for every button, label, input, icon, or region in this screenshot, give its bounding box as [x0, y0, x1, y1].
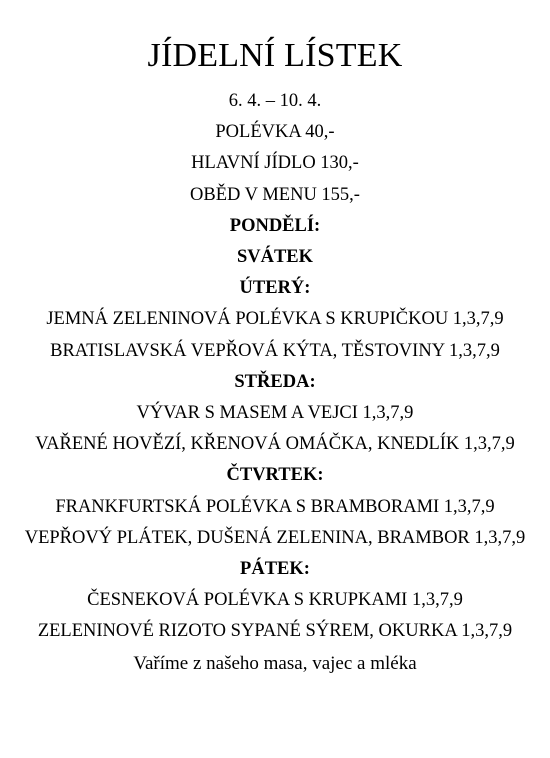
friday-main: ZELENINOVÉ RIZOTO SYPANÉ SÝREM, OKURKA 1,3,7,9: [37, 621, 513, 642]
thursday-main: VEPŘOVÝ PLÁTEK, DUŠENÁ ZELENINA, BRAMBOR 1,3,7,9: [24, 527, 526, 548]
tuesday-soup: JEMNÁ ZELENINOVÁ POLÉVKA S KRUPIČKOU 1,3,7,9: [46, 309, 504, 330]
price-main-dish: HLAVNÍ JÍDLO 130,-: [191, 153, 359, 174]
tuesday-main: BRATISLAVSKÁ VEPŘOVÁ KÝTA, TĚSTOVINY 1,3,7,9: [50, 340, 500, 361]
price-lunch-menu: OBĚD V MENU 155,-: [190, 184, 360, 205]
day-heading-monday: PONDĚLÍ:: [229, 215, 321, 236]
thursday-soup: FRANKFURTSKÁ POLÉVKA S BRAMBORAMI 1,3,7,9: [55, 496, 495, 517]
day-heading-thursday: ČTVRTEK:: [226, 465, 324, 486]
day-heading-wednesday: STŘEDA:: [234, 371, 316, 392]
menu-footer-note: Vaříme z našeho masa, vajec a mléka: [133, 652, 417, 674]
date-range: 6. 4. – 10. 4.: [228, 91, 322, 111]
menu-title: JÍDELNÍ LÍSTEK: [147, 37, 403, 74]
wednesday-soup: VÝVAR S MASEM A VEJCI 1,3,7,9: [136, 403, 414, 424]
wednesday-main: VAŘENÉ HOVĚZÍ, KŘENOVÁ OMÁČKA, KNEDLÍK 1,3,7,9: [35, 434, 515, 455]
day-heading-friday: PÁTEK:: [240, 559, 310, 580]
menu-body: [0, 86, 550, 679]
price-soup: POLÉVKA 40,-: [215, 122, 335, 143]
day-heading-tuesday: ÚTERÝ:: [239, 278, 311, 299]
friday-soup: ČESNEKOVÁ POLÉVKA S KRUPKAMI 1,3,7,9: [87, 590, 463, 611]
monday-holiday: SVÁTEK: [236, 247, 314, 268]
